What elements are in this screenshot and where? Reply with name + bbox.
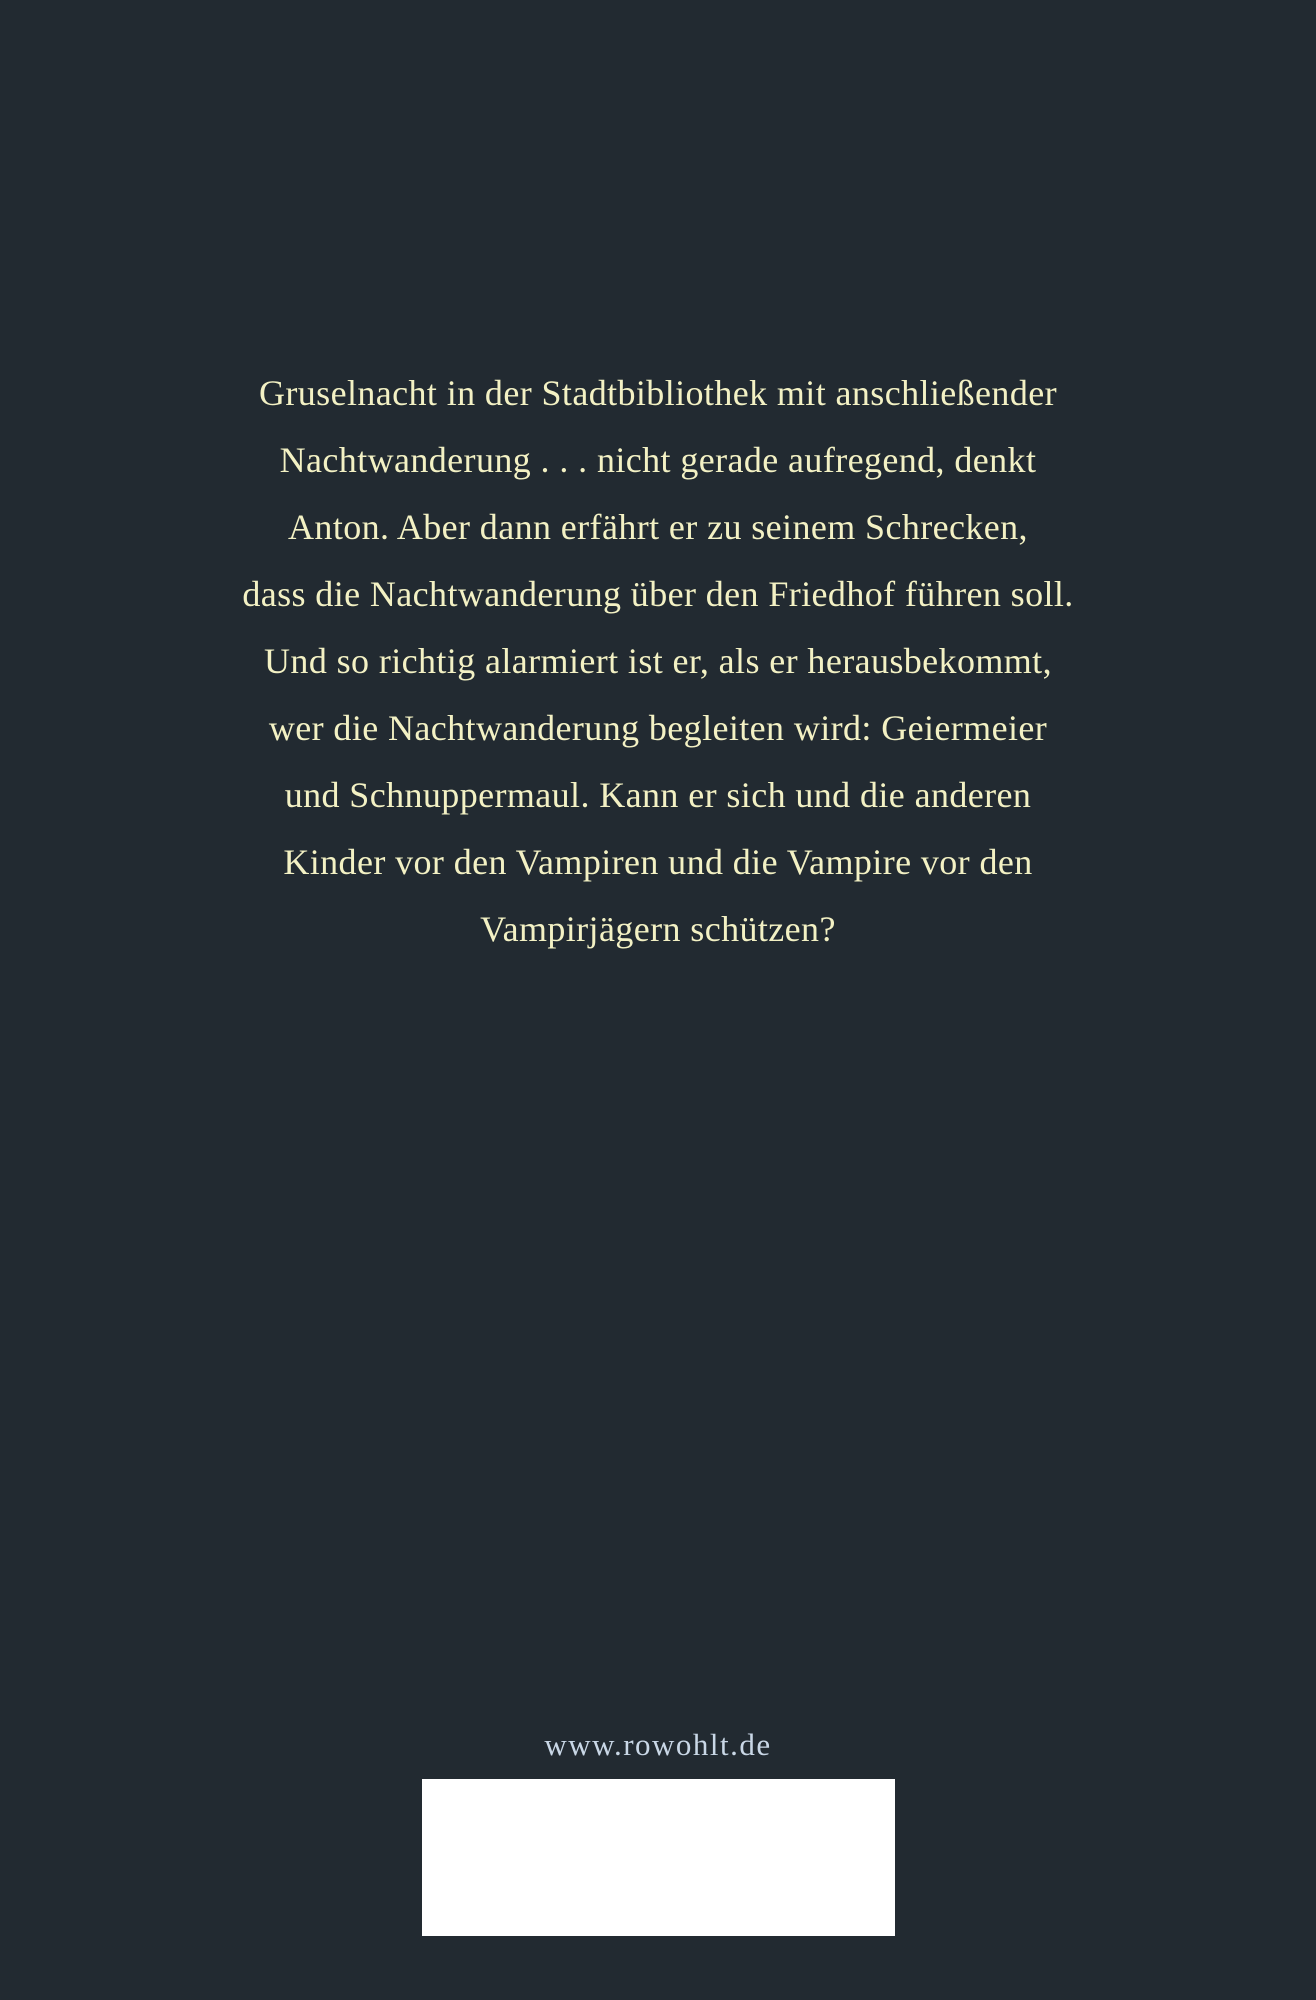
blurb-line: Gruselnacht in der Stadtbibliothek mit anschließender [259,373,1057,413]
barcode-placeholder [422,1779,895,1936]
blurb-line: wer die Nachtwanderung begleiten wird: Geiermeier [268,708,1048,748]
blurb-line: Vampirjägern schützen? [480,909,836,949]
blurb-line: Und so richtig alarmiert ist er, als er herausbekommt, [264,641,1052,681]
blurb-line: und Schnuppermaul. Kann er sich und die anderen [284,775,1032,815]
blurb-line: dass die Nachtwanderung über den Friedhof führen soll. [242,574,1074,614]
blurb-line: Anton. Aber dann erfährt er zu seinem Schrecken, [288,507,1028,547]
blurb-line: Nachtwanderung . . . nicht gerade aufregend, denkt [279,440,1037,480]
blurb-text [158,360,1158,963]
publisher-website: www.rowohlt.de [544,1727,772,1762]
blurb-line: Kinder vor den Vampiren und die Vampire vor den [283,842,1033,882]
